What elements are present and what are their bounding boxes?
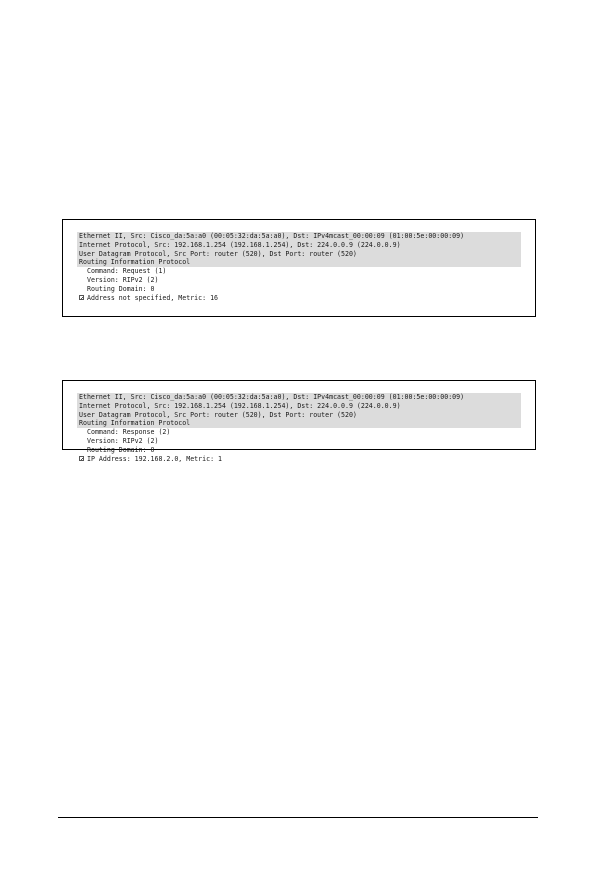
tree-row-command[interactable]: Command: Response (2) xyxy=(87,428,171,437)
tree-row-rip[interactable]: Routing Information Protocol xyxy=(77,258,521,267)
tree-row-ethernet[interactable]: Ethernet II, Src: Cisco_da:5a:a0 (00:05:32:da:5a:a0), Dst: IPv4mcast_00:00:09 (01:00:5e:00:00:09) xyxy=(77,393,521,402)
tree-row-routing-domain[interactable]: Routing Domain: 0 xyxy=(87,284,155,293)
tree-row-ip-address-label: IP Address: 192.168.2.0, Metric: 1 xyxy=(87,454,222,463)
tree-row-version[interactable]: Version: RIPv2 (2) xyxy=(87,275,159,284)
plus-box-icon[interactable] xyxy=(79,295,84,300)
plus-box-icon[interactable] xyxy=(79,456,84,461)
tree-row-command[interactable]: Command: Request (1) xyxy=(87,267,167,276)
packet-tree xyxy=(77,393,521,463)
tree-row-version[interactable]: Version: RIPv2 (2) xyxy=(87,436,159,445)
tree-row-udp[interactable]: User Datagram Protocol, Src Port: router (520), Dst Port: router (520) xyxy=(77,411,521,420)
tree-row-ip-address-entry[interactable] xyxy=(77,455,521,464)
packet-details-pane-request xyxy=(62,219,536,317)
tree-row-address-label: Address not specified, Metric: 16 xyxy=(87,293,219,302)
tree-row-udp[interactable]: User Datagram Protocol, Src Port: router (520), Dst Port: router (520) xyxy=(77,250,521,259)
tree-row-ip[interactable]: Internet Protocol, Src: 192.168.1.254 (192.168.1.254), Dst: 224.0.0.9 (224.0.0.9) xyxy=(77,402,521,411)
tree-row-ethernet[interactable]: Ethernet II, Src: Cisco_da:5a:a0 (00:05:32:da:5a:a0), Dst: IPv4mcast_00:00:09 (01:00:5e:00:00:09) xyxy=(77,232,521,241)
packet-tree xyxy=(77,232,521,302)
tree-row-rip[interactable]: Routing Information Protocol xyxy=(77,419,521,428)
tree-row-address-entry[interactable] xyxy=(77,294,521,303)
footer-divider xyxy=(58,817,538,818)
tree-row-ip[interactable]: Internet Protocol, Src: 192.168.1.254 (192.168.1.254), Dst: 224.0.0.9 (224.0.0.9) xyxy=(77,241,521,250)
packet-details-pane-response xyxy=(62,380,536,463)
tree-row-routing-domain[interactable]: Routing Domain: 0 xyxy=(87,445,155,454)
